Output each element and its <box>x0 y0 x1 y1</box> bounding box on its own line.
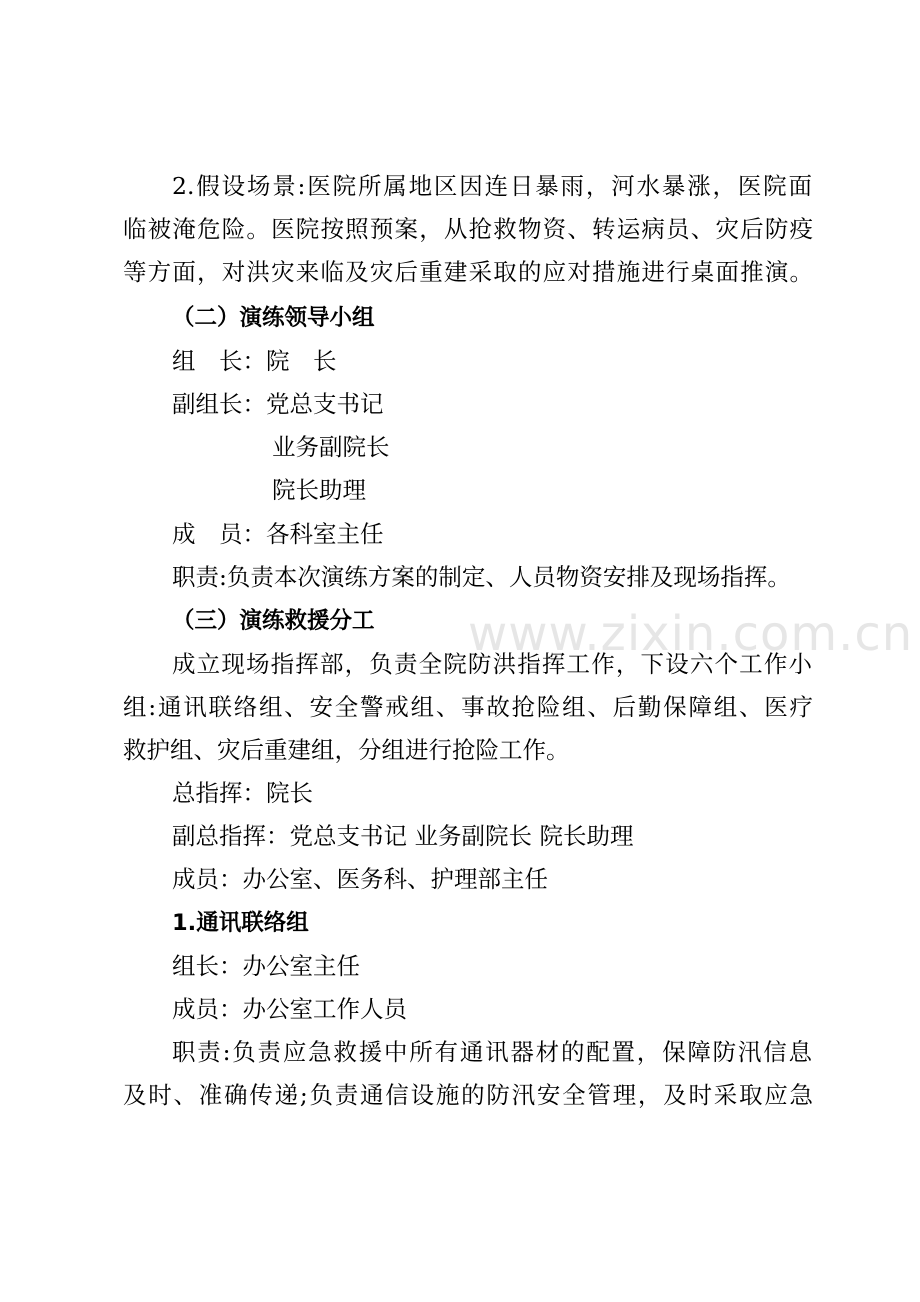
scenario-line-2: 临被淹危险。医院按照预案，从抢救物资、转运病员、灾后防疫 <box>123 215 813 243</box>
group1-duty-line-1: 职责:负责应急救援中所有通讯器材的配置，保障防汛信息 <box>172 1038 812 1066</box>
group1-heading: 1.通讯联络组 <box>172 910 309 936</box>
command-members-line: 成员：办公室、医务科、护理部主任 <box>172 865 548 893</box>
section-heading-division: （三）演练救援分工 <box>172 608 375 634</box>
leader-line: 组 长：院 长 <box>172 347 337 375</box>
section-heading-leadership: （二）演练领导小组 <box>172 305 375 331</box>
deputy-line-2: 业务副院长 <box>272 433 390 461</box>
group1-duty-line-2: 及时、准确传递;负责通信设施的防汛安全管理，及时采取应急 <box>123 1081 813 1109</box>
deputy-line-3: 院长助理 <box>272 476 366 504</box>
division-line-1: 成立现场指挥部，负责全院防洪指挥工作，下设六个工作小 <box>172 650 812 678</box>
duty-line: 职责:负责本次演练方案的制定、人员物资安排及现场指挥。 <box>172 563 791 591</box>
commander-line: 总指挥：院长 <box>172 779 313 807</box>
group1-members-line: 成员：办公室工作人员 <box>172 995 407 1023</box>
division-line-2: 组:通讯联络组、安全警戒组、事故抢险组、后勤保障组、医疗 <box>123 693 813 721</box>
group1-leader-line: 组长：办公室主任 <box>172 952 360 980</box>
vice-commander-line: 副总指挥：党总支书记 业务副院长 院长助理 <box>172 822 634 850</box>
members-line: 成 员：各科室主任 <box>172 520 384 548</box>
scenario-line-1: 2.假设场景:医院所属地区因连日暴雨，河水暴涨，医院面 <box>172 172 812 200</box>
division-line-3: 救护组、灾后重建组，分组进行抢险工作。 <box>123 736 570 764</box>
watermark: www.zixin.com.cn <box>468 606 914 662</box>
scenario-line-3: 等方面，对洪灾来临及灾后重建采取的应对措施进行桌面推演。 <box>123 258 813 286</box>
deputy-line: 副组长：党总支书记 <box>172 390 384 418</box>
